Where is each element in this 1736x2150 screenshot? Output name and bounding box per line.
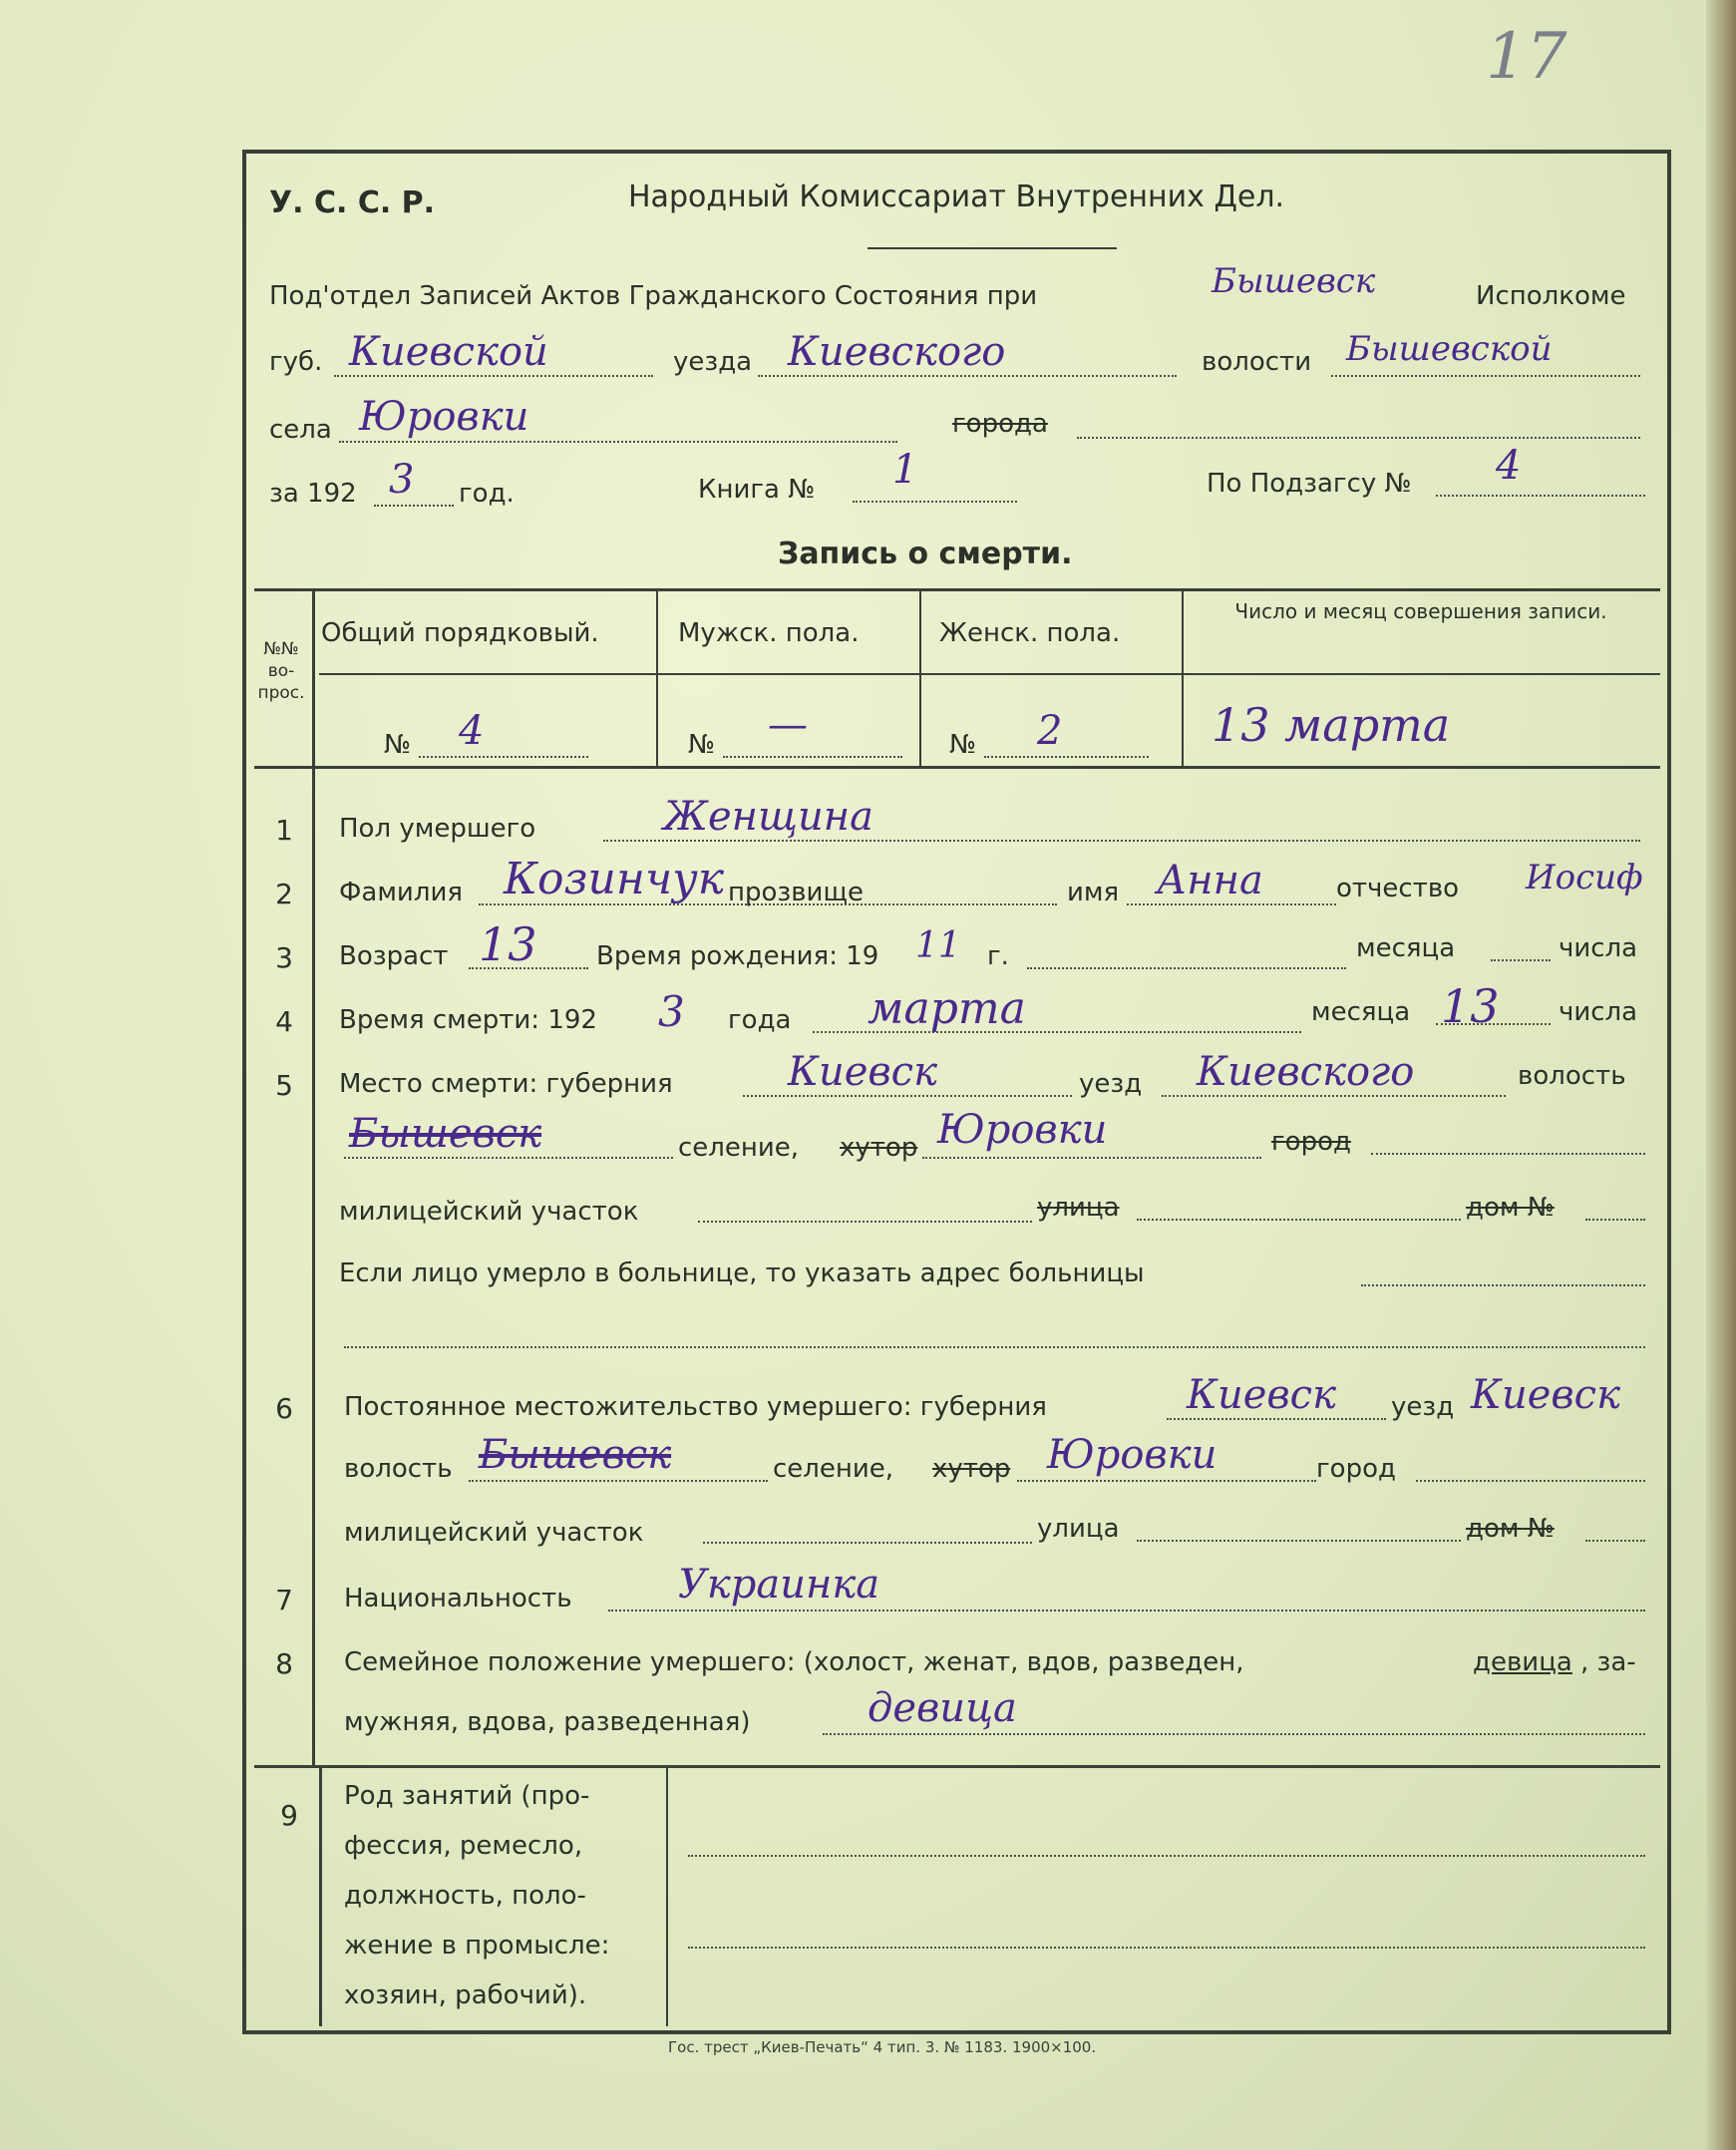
book-line — [853, 501, 1017, 503]
nationality-label: Национальность — [344, 1584, 572, 1613]
death-selo-value: Юровки — [937, 1107, 1108, 1153]
age-label: Возраст — [339, 941, 449, 971]
marital-value-line — [823, 1733, 1645, 1735]
q-number-9: 9 — [280, 1799, 298, 1832]
office-suffix: Исполкоме — [1476, 281, 1626, 311]
death-year-suffix: года — [728, 1005, 792, 1035]
res-selo-label: селение, — [773, 1454, 894, 1484]
hospital-label: Если лицо умерло в больнице, то указать адрес больницы — [339, 1258, 1145, 1288]
death-gorod-line — [1371, 1153, 1645, 1155]
office-pri-value: Бышевск — [1212, 261, 1376, 301]
page-number: 17 — [1486, 20, 1567, 94]
death-uezd-value: Киевского — [1197, 1049, 1415, 1095]
occupation-line-4: жение в промысле: — [344, 1931, 610, 1961]
table-sep-3 — [919, 588, 921, 768]
name-label: имя — [1067, 878, 1120, 907]
sex-value: Женщина — [663, 794, 873, 840]
birth-label: Время рождения: 19 — [596, 941, 879, 971]
q-number-5: 5 — [275, 1069, 293, 1102]
birth-year-value: 11 — [915, 925, 961, 966]
female-no-line — [984, 756, 1149, 758]
q-number-4: 4 — [275, 1005, 293, 1038]
res-gorod-label: город — [1316, 1454, 1396, 1484]
patronymic-label: отчество — [1336, 874, 1460, 903]
death-uezd-line — [1162, 1095, 1506, 1097]
death-volost-value: Бышевск — [349, 1111, 542, 1157]
header-divider — [868, 247, 1117, 249]
patronymic-value: Иосиф — [1526, 858, 1643, 897]
q-number-7: 7 — [275, 1584, 293, 1616]
selo-line — [339, 441, 897, 443]
q-number-2: 2 — [275, 878, 293, 910]
residence-label: Постоянное местожительство умершего: губерния — [344, 1392, 1047, 1422]
death-month-value: марта — [868, 983, 1026, 1034]
death-khutor-label: хутор — [840, 1133, 918, 1163]
death-selo-label: селение, — [678, 1133, 800, 1163]
col-general-header: Общий порядковый. — [321, 618, 599, 648]
birth-month-line — [1027, 967, 1346, 969]
selo-label: села — [269, 415, 332, 445]
res-street-line — [1137, 1540, 1461, 1542]
gub-label: губ. — [269, 347, 323, 377]
q-number-1: 1 — [275, 814, 293, 847]
death-gub-line — [743, 1095, 1072, 1097]
res-gorod-line — [1416, 1480, 1645, 1482]
occ-left-rule — [319, 1767, 322, 2026]
year-label: за 192 — [269, 479, 357, 509]
uezd-label: уезда — [673, 347, 753, 377]
marital-za-label: , за- — [1580, 1647, 1636, 1677]
commissariat-title: Народный Комиссариат Внутренних Дел. — [628, 179, 1285, 214]
general-no-line — [419, 756, 588, 758]
res-street-label: улица — [1037, 1514, 1120, 1544]
occupation-line-2: фессия, ремесло, — [344, 1831, 583, 1861]
death-house-line — [1585, 1219, 1645, 1221]
book-value: 1 — [892, 447, 918, 493]
occupation-line-5: хозяин, рабочий). — [344, 1980, 587, 2010]
book-label: Книга № — [698, 475, 816, 505]
record-title: Запись о смерти. — [778, 537, 1073, 571]
sex-label: Пол умершего — [339, 814, 536, 844]
res-militia-label: милицейский участок — [344, 1518, 644, 1548]
nickname-label: прозвище — [728, 878, 864, 907]
name-value: Анна — [1157, 858, 1263, 903]
death-selo-line — [922, 1157, 1261, 1159]
res-militia-line — [703, 1542, 1032, 1544]
body-bottom-rule — [254, 1765, 1660, 1768]
volost-line — [1331, 375, 1640, 377]
name-line — [1127, 903, 1336, 905]
nationality-line — [608, 1610, 1645, 1612]
death-day-value: 13 — [1441, 979, 1500, 1033]
surname-value: Козинчук — [504, 854, 725, 904]
birth-g-label: г. — [987, 941, 1009, 971]
surname-label: Фамилия — [339, 878, 463, 907]
death-day-label: числа — [1559, 997, 1638, 1027]
printer-footer: Гос. трест „Киев-Печать“ 4 тип. 3. № 1183. 1900×100. — [668, 2038, 1097, 2056]
res-selo-line — [1017, 1480, 1316, 1482]
selo-value: Юровки — [359, 394, 529, 440]
col-question-header: №№ во- прос. — [257, 639, 305, 703]
table-sep-1 — [312, 588, 315, 768]
volost-value: Бышевской — [1346, 329, 1553, 369]
republic-label: У. С. С. Р. — [269, 185, 436, 220]
birth-day-line — [1491, 959, 1551, 961]
table-top-rule — [254, 588, 1660, 591]
female-no-label: № — [949, 730, 977, 760]
table-bottom-rule — [254, 766, 1660, 769]
death-month-label: месяца — [1311, 997, 1411, 1027]
death-gub-value: Киевск — [788, 1049, 937, 1095]
birth-month-label: месяца — [1356, 933, 1456, 963]
occupation-line-3: должность, поло- — [344, 1881, 586, 1911]
male-no-label: № — [688, 730, 716, 760]
death-year-value: 3 — [658, 987, 685, 1036]
col-female-header: Женск. пола. — [939, 618, 1121, 648]
volost-label: волости — [1202, 347, 1312, 377]
uezd-line — [758, 375, 1177, 377]
office-prefix: Под'отдел Записей Актов Гражданского Состояния при — [269, 281, 1038, 311]
death-street-label: улица — [1037, 1193, 1120, 1223]
res-volost-label: волость — [344, 1454, 453, 1484]
res-volost-line — [469, 1480, 768, 1482]
marital-line2: мужняя, вдова, разведенная) — [344, 1707, 751, 1737]
marital-value: девица — [868, 1685, 1017, 1731]
death-time-label: Время смерти: 192 — [339, 1005, 597, 1035]
uezd-value: Киевского — [788, 329, 1006, 375]
table-mid-rule — [319, 673, 1660, 675]
res-uezd-label: уезд — [1391, 1392, 1455, 1422]
general-no-label: № — [384, 730, 412, 760]
record-date-value: 13 марта — [1212, 698, 1451, 752]
death-volost-line — [344, 1157, 673, 1159]
q-number-6: 6 — [275, 1392, 293, 1425]
gub-value: Киевской — [349, 329, 548, 375]
res-house-line — [1585, 1540, 1645, 1542]
paper-edge — [1706, 0, 1736, 2150]
occupation-answer-line-2 — [688, 1947, 1645, 1949]
female-no-value: 2 — [1037, 708, 1063, 754]
marital-devitsa-option: девица — [1473, 1647, 1572, 1677]
death-militia-line — [698, 1221, 1032, 1223]
res-house-label: дом № — [1466, 1514, 1555, 1544]
nationality-value: Украинка — [678, 1562, 880, 1608]
res-gub-line — [1167, 1418, 1386, 1420]
age-value: 13 — [479, 917, 537, 971]
res-gub-value: Киевск — [1187, 1372, 1336, 1418]
gorod-label: города — [952, 409, 1048, 439]
marital-label: Семейное положение умершего: (холост, женат, вдов, разведен, — [344, 1647, 1244, 1677]
death-house-label: дом № — [1466, 1193, 1555, 1223]
occupation-line-1: Род занятий (про- — [344, 1781, 590, 1811]
podzags-value: 4 — [1496, 443, 1522, 489]
body-left-rule — [312, 768, 315, 1765]
table-sep-4 — [1182, 588, 1184, 768]
death-militia-label: милицейский участок — [339, 1197, 639, 1227]
res-selo-value: Юровки — [1047, 1432, 1217, 1478]
sex-line — [603, 840, 1640, 842]
q-number-3: 3 — [275, 941, 293, 974]
gorod-line — [1077, 437, 1640, 439]
year-suffix: год. — [459, 479, 515, 509]
hospital-line-2 — [344, 1346, 1645, 1348]
col-date-header: Число и месяц совершения записи. — [1234, 599, 1607, 623]
birth-day-label: числа — [1559, 933, 1638, 963]
table-sep-2 — [656, 588, 658, 768]
year-line — [374, 505, 454, 507]
male-no-line — [723, 756, 902, 758]
occupation-answer-line-1 — [688, 1855, 1645, 1857]
death-gorod-label: город — [1271, 1127, 1351, 1157]
podzags-label: По Подзагсу № — [1207, 469, 1412, 499]
gub-line — [334, 375, 653, 377]
res-uezd-value: Киевск — [1471, 1372, 1620, 1418]
death-place-label: Место смерти: губерния — [339, 1069, 673, 1099]
general-no-value: 4 — [459, 708, 485, 754]
q-number-8: 8 — [275, 1647, 293, 1680]
death-uezd-label: уезд — [1079, 1069, 1143, 1099]
death-street-line — [1137, 1219, 1461, 1221]
male-no-value: — — [768, 702, 808, 748]
year-value: 3 — [389, 457, 415, 503]
podzags-line — [1436, 495, 1645, 497]
res-volost-value: Бышевск — [479, 1432, 672, 1478]
res-khutor-label: хутор — [932, 1454, 1011, 1484]
hospital-line-1 — [1361, 1284, 1645, 1286]
occ-right-rule — [666, 1767, 668, 2026]
death-volost-label: волость — [1518, 1061, 1626, 1091]
col-male-header: Мужск. пола. — [678, 618, 860, 648]
